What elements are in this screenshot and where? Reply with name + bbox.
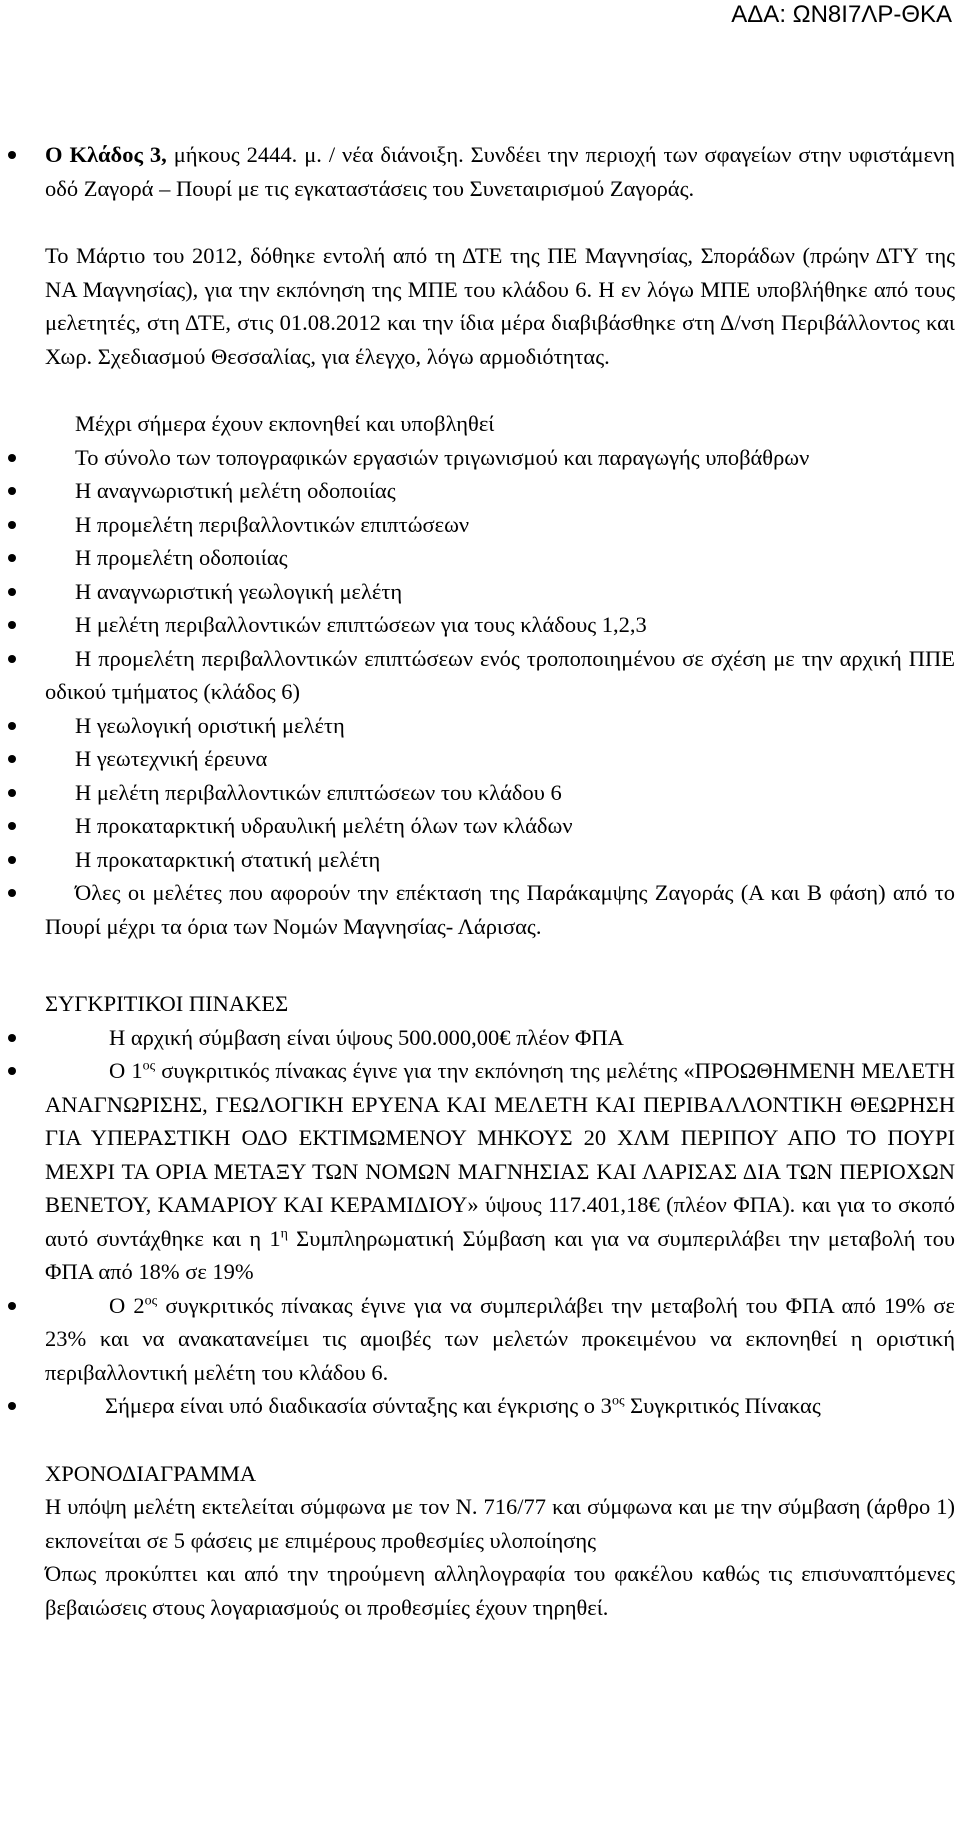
branch-3-label: Ο Κλάδος 3,	[45, 142, 167, 167]
list-item: Η γεωτεχνική έρευνα	[45, 742, 955, 776]
document-body	[45, 138, 955, 1624]
branch-3-item	[45, 138, 955, 205]
schedule-heading: ΧΡΟΝΟΔΙΑΓΡΑΜΜΑ	[45, 1460, 257, 1486]
list-item: Όλες οι μελέτες που αφορούν την επέκταση της Παράκαμψης Ζαγοράς (Α και Β φάση) από το Πουρί μέχρι τα όρια των Νομών Μαγνησίας- Λάρισας.	[45, 876, 955, 943]
list-item: Η προμελέτη οδοποιίας	[45, 541, 955, 575]
comparative-heading: ΣΥΓΚΡΙΤΙΚΟΙ ΠΙΝΑΚΕΣ	[45, 991, 289, 1016]
comparative-item-initial: Η αρχική σύμβαση είναι ύψους 500.000,00€ πλέον ΦΠΑ	[45, 1021, 955, 1055]
list-item: Το σύνολο των τοπογραφικών εργασιών τριγωνισμού και παραγωγής υποβάθρων	[45, 441, 955, 475]
list-item: Η μελέτη περιβαλλοντικών επιπτώσεων του κλάδου 6	[45, 776, 955, 810]
list-item: Η προμελέτη περιβαλλοντικών επιπτώσεων ενός τροποποιημένου σε σχέση με την αρχική ΠΠΕ οδικού τμήματος (κλάδος 6)	[45, 642, 955, 709]
list-item: Η προκαταρκτική υδραυλική μελέτη όλων των κλάδων	[45, 809, 955, 843]
list-item: Η προμελέτη περιβαλλοντικών επιπτώσεων	[45, 508, 955, 542]
list-item: Η προκαταρκτική στατική μελέτη	[45, 843, 955, 877]
list-item: Η αναγνωριστική γεωλογική μελέτη	[45, 575, 955, 609]
march-paragraph: Το Μάρτιο του 2012, δόθηκε εντολή από τη ΔΤΕ της ΠΕ Μαγνησίας, Σποράδων (πρώην ΔΤΥ της ΝΑ Μαγνησίας), για την εκπόνηση της ΜΠΕ του κλάδου 6. Η εν λόγω ΜΠΕ υποβλήθηκε από τους μελετητές, στη ΔΤΕ, στις 01.08.2012 και την ίδια μέρα διαβιβάσθηκε στη Δ/νση Περιβάλλοντος και Χωρ. Σχεδιασμού Θεσσαλίας, για έλεγχο, λόγω αρμοδιότητας.	[45, 243, 955, 369]
schedule-paragraph-2: Όπως προκύπτει και από την τηρούμενη αλληλογραφία του φακέλου καθώς τις επισυναπτόμενες βεβαιώσεις στους λογαριασμούς οι προθεσμίες έχουν τηρηθεί.	[45, 1561, 955, 1620]
schedule-paragraph-1: Η υπόψη μελέτη εκτελείται σύμφωνα με τον Ν. 716/77 και σύμφωνα και με την σύμβαση (άρθρο 1) εκπονείται σε 5 φάσεις με επιμέρους προθεσμίες υλοποίησης	[45, 1494, 955, 1553]
comparative-item-3rd: Σήμερα είναι υπό διαδικασία σύνταξης και έγκρισης ο $3^{o\varsigma}$ Συγκριτικός Πίνακας	[45, 1389, 955, 1423]
ada-code: ΑΔΑ: ΩΝ8Ι7ΛΡ-ΘΚΑ	[731, 1, 952, 28]
list-item: Η μελέτη περιβαλλοντικών επιπτώσεων για τους κλάδους 1,2,3	[45, 608, 955, 642]
submitted-list	[45, 441, 955, 944]
comparative-item-1st: Ο $1^{o\varsigma}$ συγκριτικός πίνακας έγινε για την εκπόνηση της μελέτης «ΠΡΟΩΘΗΜΕΝΗ ΜΕΛΕΤΗ ΑΝΑΓΝΩΡΙΣΗΣ, ΓΕΩΛΟΓΙΚΗ ΕΡΥΕΝΑ ΚΑΙ ΜΕΛΕΤΗ ΚΑΙ ΠΕΡΙΒΑΛΛΟΝΤΙΚΗ ΘΕΩΡΗΣΗ ΓΙΑ ΥΠΕΡΑΣΤΙΚΗ ΟΔΟ ΕΚΤΙΜΩΜΕΝΟΥ ΜΗΚΟΥΣ 20 ΧΛΜ ΠΕΡΙΠΟΥ ΑΠΟ ΤΟ ΠΟΥΡΙ ΜΕΧΡΙ ΤΑ ΟΡΙΑ ΜΕΤΑΞΥ ΤΩΝ ΝΟΜΩΝ ΜΑΓΝΗΣΙΑΣ ΚΑΙ ΛΑΡΙΣΑΣ ΔΙΑ ΤΩΝ ΠΕΡΙΟΧΩΝ ΒΕΝΕΤΟΥ, ΚΑΜΑΡΙΟΥ ΚΑΙ ΚΕΡΑΜΙΔΙΟΥ» ύψους 117.401,18€ (πλέον ΦΠΑ). και για το σκοπό αυτό συντάχθηκε και η $1^\eta$ Συμπληρωματική Σύμβαση και για να συμπεριλάβει την μεταβολή του ΦΠΑ από 18% σε 19%	[45, 1054, 955, 1289]
comparative-item-2nd: Ο $2^{o\varsigma}$ συγκριτικός πίνακας έγινε για να συμπεριλάβει την μεταβολή του ΦΠΑ από 19% σε 23% και να ανακατανείμει τις αμοιβές των μελετών προκειμένου να εκπονηθεί η οριστική περιβαλλοντική μελέτη του κλάδου 6.	[45, 1289, 955, 1390]
list-item: Η αναγνωριστική μελέτη οδοποιίας	[45, 474, 955, 508]
submitted-intro: Μέχρι σήμερα έχουν εκπονηθεί και υποβληθεί	[75, 411, 495, 436]
list-item: Η γεωλογική οριστική μελέτη	[45, 709, 955, 743]
branch-3-text: μήκους 2444. μ. / νέα διάνοιξη. Συνδέει την περιοχή των σφαγείων στην υφιστάμενη οδό Ζαγορά – Πουρί με τις εγκαταστάσεις του Συνεταιρισμού Ζαγοράς.	[45, 142, 955, 201]
